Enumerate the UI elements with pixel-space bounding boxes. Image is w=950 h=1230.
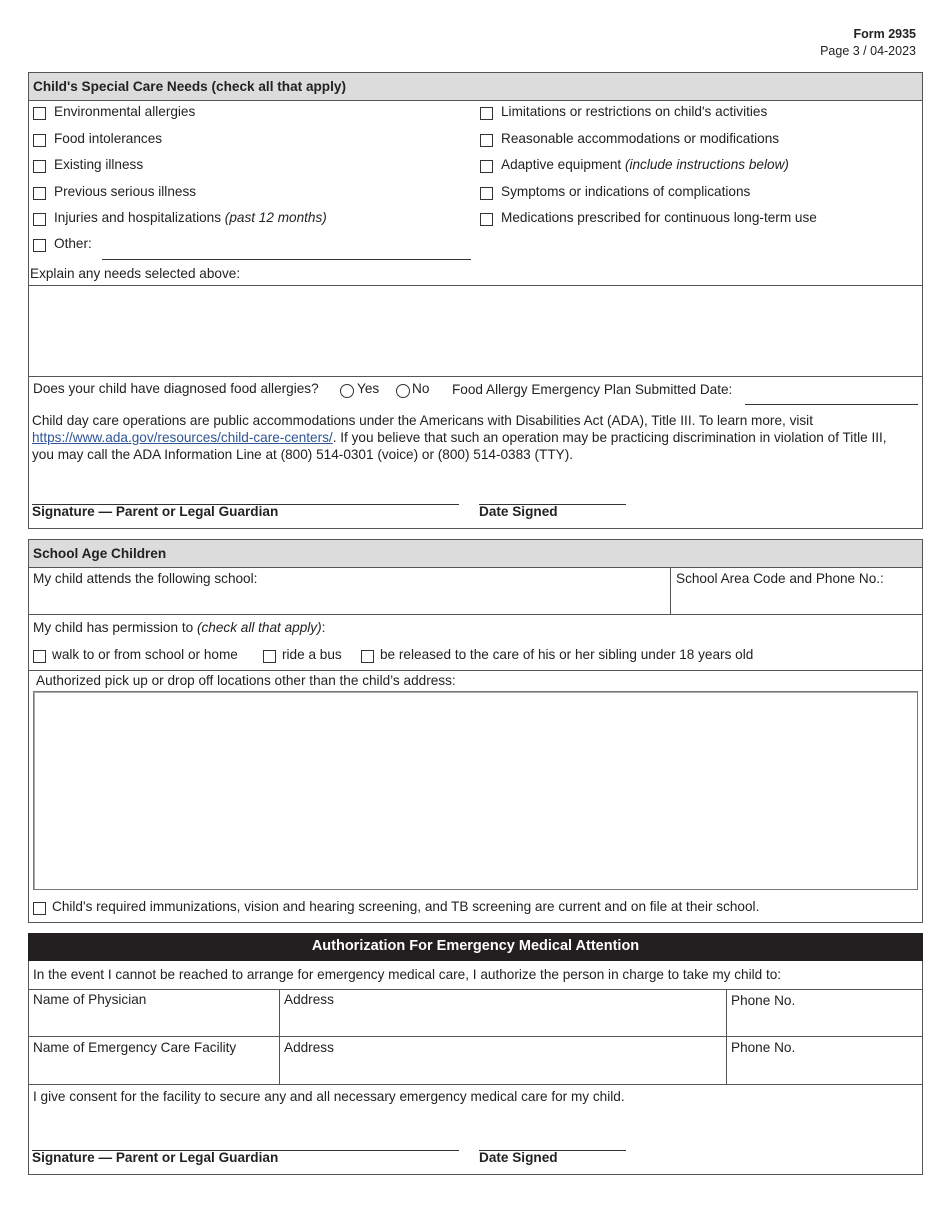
checkbox-injuries-hospitalizations[interactable] [33, 213, 46, 226]
permission-option-label: ride a bus [282, 647, 342, 662]
need-label: Injuries and hospitalizations (past 12 months) [54, 210, 327, 225]
consent-text: I give consent for the facility to secure any and all necessary emergency medical care for my child. [33, 1089, 625, 1104]
school-label: My child attends the following school: [33, 571, 258, 586]
need-label: Other: [54, 236, 92, 251]
need-label: Reasonable accommodations or modifications [501, 131, 780, 146]
radio-no[interactable] [396, 384, 410, 398]
school-age-header: School Age Children [29, 540, 922, 568]
facility-address-input[interactable] [281, 1057, 724, 1081]
school-phone-label: School Area Code and Phone No.: [676, 571, 884, 586]
school-phone-input[interactable] [672, 588, 920, 612]
need-label: Symptoms or indications of complications [501, 184, 751, 199]
date-signed-label: Date Signed [479, 1150, 558, 1165]
checkbox-existing-illness[interactable] [33, 160, 46, 173]
checkbox-food-intolerances[interactable] [33, 134, 46, 147]
need-label: Medications prescribed for continuous long-term use [501, 210, 817, 225]
need-label: Previous serious illness [54, 184, 197, 199]
checkbox-limitations[interactable] [480, 107, 493, 120]
facility-phone-label: Phone No. [731, 1040, 796, 1055]
date-signed-label: Date Signed [479, 504, 558, 519]
locations-textarea[interactable] [33, 691, 918, 890]
divider [670, 568, 671, 614]
radio-yes-label: Yes [357, 381, 380, 396]
physician-phone-input[interactable] [728, 1010, 920, 1034]
checkbox-bus[interactable] [263, 650, 276, 663]
physician-phone-label: Phone No. [731, 993, 796, 1008]
facility-phone-input[interactable] [728, 1057, 920, 1081]
checkbox-medications[interactable] [480, 213, 493, 226]
need-label: Environmental allergies [54, 104, 196, 119]
locations-label: Authorized pick up or drop off locations other than the child’s address: [36, 673, 456, 688]
radio-no-label: No [412, 381, 430, 396]
other-input-line[interactable] [102, 259, 471, 260]
physician-address-label: Address [284, 992, 334, 1007]
radio-yes[interactable] [340, 384, 354, 398]
physician-address-input[interactable] [281, 1010, 724, 1034]
ada-link[interactable]: https://www.ada.gov/resources/child-care-centers/ [32, 430, 333, 445]
immunization-label: Child's required immunizations, vision and hearing screening, and TB screening are current and on file at their school. [52, 899, 760, 914]
signature-label: Signature — Parent or Legal Guardian [32, 504, 279, 519]
physician-input[interactable] [30, 1010, 276, 1034]
form-number: Form 2935 [853, 27, 916, 41]
special-needs-header: Child's Special Care Needs (check all that apply) [29, 73, 922, 101]
emergency-header: Authorization For Emergency Medical Attention [28, 933, 923, 961]
need-label: Adaptive equipment (include instructions below) [501, 157, 789, 172]
facility-address-label: Address [284, 1040, 334, 1055]
emergency-intro: In the event I cannot be reached to arrange for emergency medical care, I authorize the person in charge to take my child to: [33, 967, 782, 982]
food-allergy-question: Does your child have diagnosed food allergies? [33, 381, 319, 396]
checkbox-other[interactable] [33, 239, 46, 252]
divider [29, 989, 922, 990]
checkbox-environmental-allergies[interactable] [33, 107, 46, 120]
checkbox-sibling[interactable] [361, 650, 374, 663]
ada-paragraph: Child day care operations are public accommodations under the Americans with Disabilities Act (ADA), Title III. To learn more, visit https://www.ada.gov/resources/child-care-centers/. If you believe that such an operation may be practicing discrimination in violation of Title III, you may call the ADA Information Line at (800) 514-0301 (voice) or (800) 514-0383 (TTY). [32, 413, 887, 462]
permission-option-label: walk to or from school or home [52, 647, 238, 662]
divider [29, 376, 922, 377]
checkbox-walk[interactable] [33, 650, 46, 663]
permission-option-label: be released to the care of his or her sibling under 18 years old [380, 647, 754, 662]
need-label: Food intolerances [54, 131, 163, 146]
checkbox-symptoms[interactable] [480, 187, 493, 200]
explain-textarea[interactable] [29, 286, 922, 376]
permission-label: My child has permission to (check all that apply): [33, 620, 326, 635]
need-label: Limitations or restrictions on child's activities [501, 104, 768, 119]
checkbox-accommodations[interactable] [480, 134, 493, 147]
divider [29, 670, 922, 671]
divider [29, 1036, 922, 1037]
plan-date-label: Food Allergy Emergency Plan Submitted Date: [452, 382, 733, 397]
form-page: Page 3 / 04-2023 [820, 44, 916, 58]
school-input[interactable] [30, 588, 668, 612]
physician-label: Name of Physician [33, 992, 147, 1007]
facility-label: Name of Emergency Care Facility [33, 1040, 237, 1055]
plan-date-input[interactable] [745, 404, 918, 405]
explain-label: Explain any needs selected above: [30, 266, 241, 281]
checkbox-previous-serious-illness[interactable] [33, 187, 46, 200]
divider [29, 1084, 922, 1085]
facility-input[interactable] [30, 1057, 276, 1081]
need-label: Existing illness [54, 157, 144, 172]
divider [29, 614, 922, 615]
checkbox-immunizations[interactable] [33, 902, 46, 915]
signature-label: Signature — Parent or Legal Guardian [32, 1150, 279, 1165]
checkbox-adaptive-equipment[interactable] [480, 160, 493, 173]
